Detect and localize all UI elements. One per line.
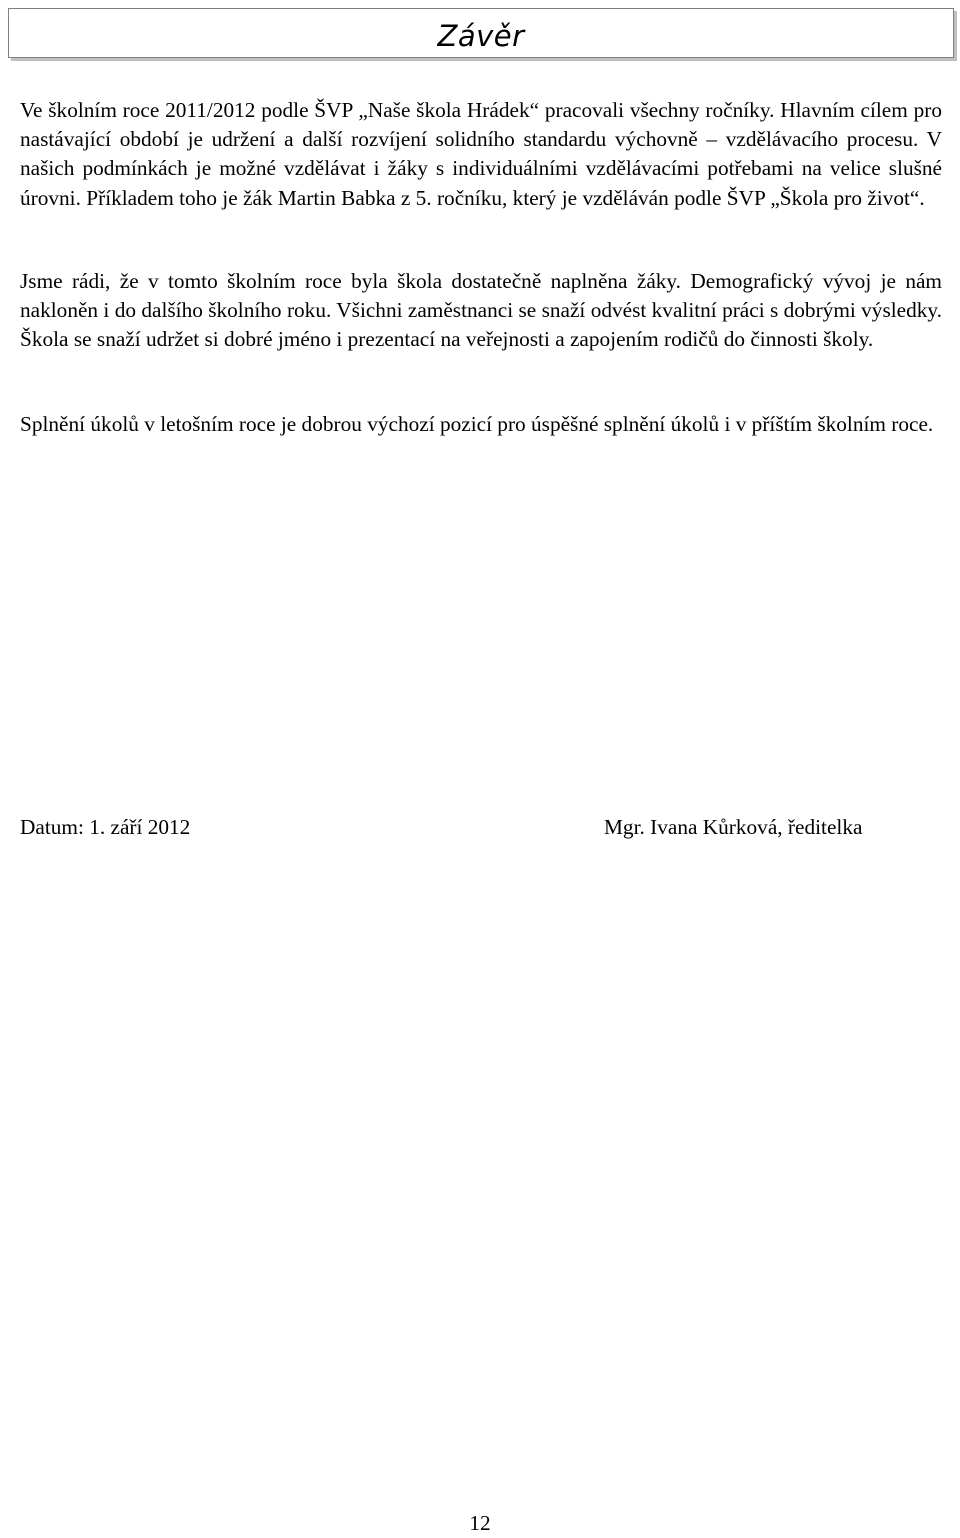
signature-date: Datum: 1. září 2012 [20,815,191,839]
paragraph-enrollment: Jsme rádi, že v tomto školním roce byla škola dostatečně naplněna žáky. Demografický vývoj je nám nakloněn i do dalšího školního roku. Všichni zaměstnanci se snaží odvést kvalitní práci s dobrými výsledky. Škola se snaží udržet si dobré jméno i prezentací na veřejnosti a zapojením rodičů do činnosti školy. [20,269,942,352]
paragraph-outlook: Splnění úkolů v letošním roce je dobrou výchozí pozicí pro úspěšné splnění úkolů i v příštím školním roce. [20,412,934,436]
title-box [8,8,954,58]
page-title: Závěr [437,19,525,53]
page-number: 12 [469,1511,491,1535]
paragraph-summary: Ve školním roce 2011/2012 podle ŠVP „Naše škola Hrádek“ pracovali všechny ročníky. Hlavním cílem pro nastávající období je udržení a další rozvíjení solidního standardu výchovně – vzdělávacího procesu. V našich podmínkách je možné vzdělávat i žáky s individuálními vzdělávacími potřebami na velice slušné úrovni. Příkladem toho je žák Martin Babka z 5. ročníku, který je vzděláván podle ŠVP „Škola pro život“. [20,98,942,210]
signature-name: Mgr. Ivana Kůrková, ředitelka [604,815,863,839]
